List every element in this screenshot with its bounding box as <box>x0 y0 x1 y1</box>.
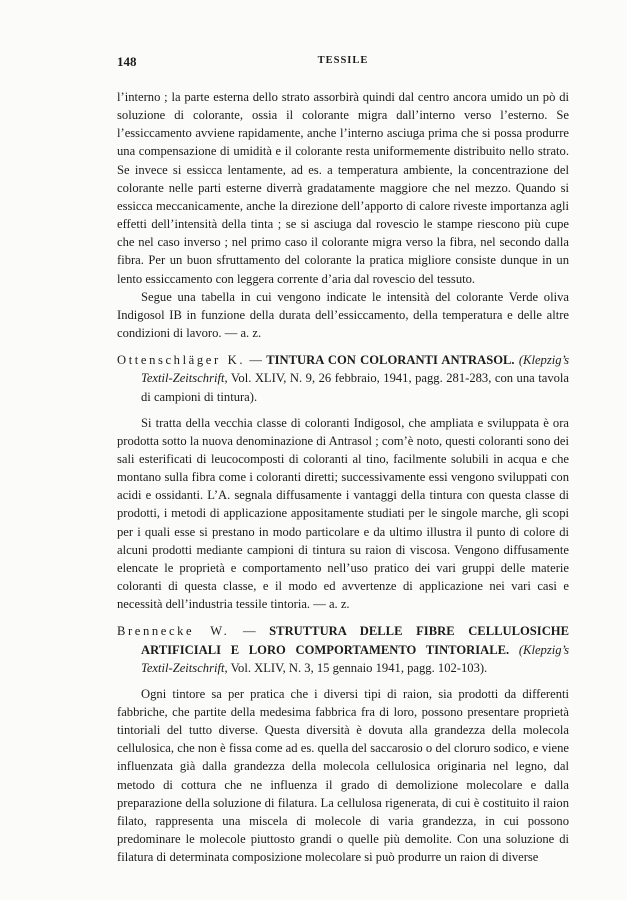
running-title: TESSILE <box>317 55 369 66</box>
intro-paragraph-2: Segue una tabella in cui vengono indicate le intensità del colorante Verde oliva Indigosol IB in funzione della durata dell’essiccamento, della temperatura e delle altre condizioni di lavoro. — a. z. <box>117 289 569 341</box>
page-header <box>117 54 569 70</box>
article-2-body: Ogni tintore sa per pratica che i diversi tipi di raion, sia prodotti da differenti fabbriche, che partite della medesima fabbrica fra di loro, possono presentare proprietà tintoriali del tutto diverse. Questa diversità è dovuta alla grandezza della molecola cellulosica, che non è fissa come ad es. quella del saccarosio o del cloruro sodico, e viene influenzata già dalla grandezza della molecola cellulosica originaria nel legno, dal metodo di cottura che ne influenza il grado di demolizione molecolare e dalla preparazione della soluzione di filatura. La cellulosa rigenerata, di cui è costituito il raion filato, rappresenta una miscela di molecole di varia grandezza, in cui possono predominare le molecole piuttosto grandi o quelle più demolite. Con una soluzione di filatura di determinata composizione molecolare si può produrre un raion di diverse <box>117 686 569 865</box>
article-1-dash: — <box>245 353 267 368</box>
article-2-title: STRUTTURA DELLE FIBRE CELLULOSICHE ARTIFICIALI E LORO COMPORTAMENTO TINTORIALE. <box>141 624 569 657</box>
article-1-source: Vol. XLIV, N. 9, 26 febbraio, 1941, pagg. 281-283, con una tavola di campioni di tintura). <box>141 371 569 404</box>
article-1-journal: (Klepzig’s Textil-Zeitschrift, <box>141 353 570 386</box>
article-2-dash: — <box>229 624 270 639</box>
article-1-title: TINTURA CON COLORANTI ANTRASOL. <box>266 353 515 368</box>
article-2-citation <box>117 622 569 676</box>
article-1-author: Ottenschläger K. <box>117 353 246 368</box>
article-2-source: Vol. XLIV, N. 3, 15 gennaio 1941, pagg. 102-103). <box>227 660 488 675</box>
article-1-body: Si tratta della vecchia classe di coloranti Indigosol, che ampliata e sviluppata è ora prodotta sotto la nuova denominazione di Antrasol ; com’è noto, questi coloranti sono dei sali esterificati di leucocomposti di coloranti al tino, facilmente solubili in acqua e che montano sulla fibra come i coloranti diretti; successivamente essi vengono sviluppati con acidi e ossidanti. L’A. segnala diffusamente i vantaggi della tintura con questa classe di prodotti, i metodi di applicazione appositamente studiati per le singole marche, gli scopi per i quali esse si prestano in modo particolare e da ultimo illustra il punto di colore di alcuni prodotti mediante campioni di tintura su raion di viscosa. Vengono diffusamente elencate le proprietà e comportamento nell’uso pratico dei vari gruppi delle materie coloranti di questa classe, e il modo ed avvertenze di applicazione nei vari casi e necessità dell’industria tessile tintoria. — a. z. <box>117 415 569 612</box>
page-number: 148 <box>117 54 137 69</box>
article-1-citation <box>117 351 569 405</box>
intro-paragraph: l’interno ; la parte esterna dello strato assorbirà quindi dal centro ancora umido un pò di soluzione di colorante, ossia il colorante migra dall’interno verso l’esterno. Se l’essiccamento avviene rapidamente, anche l’interno asciuga prima che si possa produrre una compensazione di umidità e il colorante resta uniformemente distribuito nello strato. Se invece si essicca lentamente, ad es. a temperatura ambiente, la concentrazione del colorante nelle parti esterne diverrà gradatamente maggiore che nel mezzo. Quando si essicca meccanicamente, anche la direzione dell’apporto di calore riveste importanza agli effetti dell’intensità della tinta ; se si asciuga dal rovescio le stampe riescono più cupe che nel caso inverso ; nel primo caso il colorante migra verso la fibra, nel secondo dalla fibra. Per un buon sfruttamento del colorante la pratica migliore consiste dunque in un lento essiccamento con leggera corrente d’aria dal rovescio del tessuto. <box>117 90 569 286</box>
page-body <box>117 88 569 866</box>
article-2-journal: (Klepzig’s Textil-Zeitschrift, <box>141 642 569 675</box>
article-2-author: Brennecke W. <box>117 624 230 639</box>
